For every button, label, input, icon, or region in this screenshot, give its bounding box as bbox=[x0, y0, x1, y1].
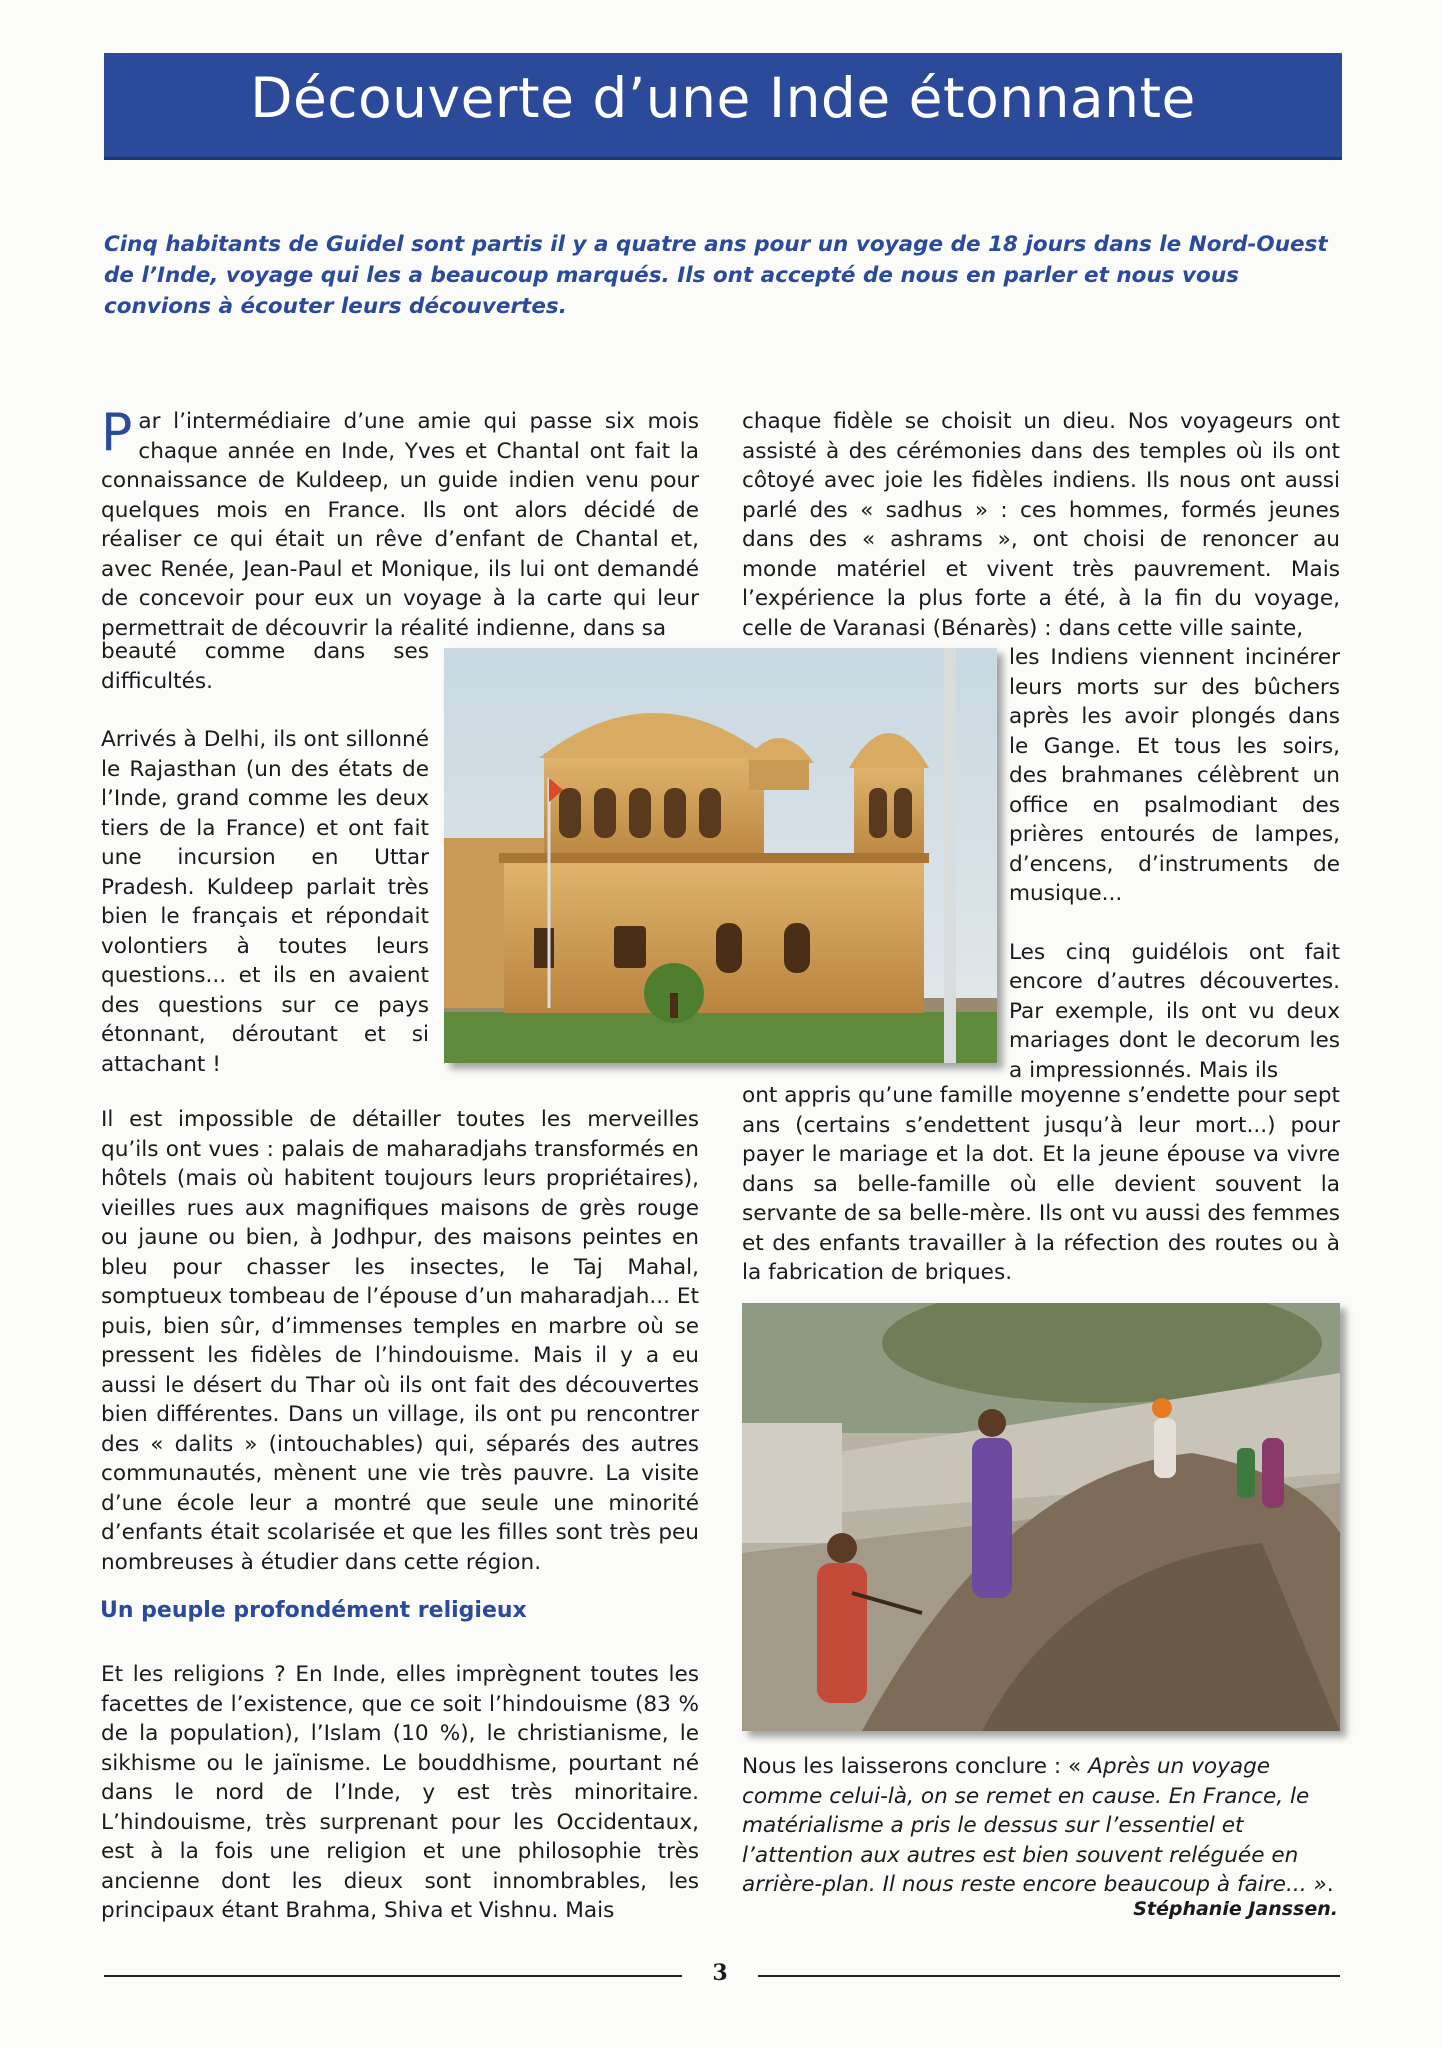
ceremonies-paragraph: chaque fidèle se choisit un dieu. Nos voyageurs ont assisté à des cérémonies dans des temples où ils ont côtoyé avec joie les fidèles indiens. Ils nous ont aussi parlé des « sadhus » : ces hommes, formés jeunes dans des « ashrams », ont choisi de renoncer au monde matériel et vivent très pauvrement. Mais l’expérience la plus forte a été, à la fin du voyage, celle de Varanasi (Bénarès) : dans cette ville sainte, bbox=[742, 409, 1340, 641]
left-column-bottom bbox=[101, 1105, 699, 1577]
right-column-bottom bbox=[742, 1081, 1340, 1288]
temple-photo bbox=[444, 648, 997, 1063]
article-lede: Cinq habitants de Guidel sont partis il y a quatre ans pour un voyage de 18 jours dans le Nord-Ouest de l’Inde, voyage qui les a beaucoup marqués. Ils ont accepté de nous en parler et nous vous convions à écouter leurs découvertes. bbox=[104, 232, 1328, 319]
right-column-narrow bbox=[1009, 643, 1340, 1085]
varanasi-paragraph: les Indiens viennent incinérer leurs morts sur des bûchers après les avoir plongés dans le Gange. Et tous les soirs, des brahmanes célèbrent un office en psalmodiant des prières entourés de lampes, d’encens, d’instruments de musique... bbox=[1009, 645, 1340, 906]
page-number: 3 bbox=[712, 1960, 728, 1986]
article-title: Découverte d’une Inde étonnante bbox=[250, 66, 1196, 130]
temple-illustration bbox=[444, 648, 997, 1063]
conclusion-paragraph: Nous les laisserons conclure : « Après un voyage comme celui-là, on se remet en cause. En France, le matérialisme a pris le dessus sur l’essentiel et l’attention aux autres est bien souvent reléguée en arrière-plan. Il nous reste encore beaucoup à faire... ». bbox=[742, 1754, 1334, 1897]
left-column-narrow bbox=[101, 637, 429, 1079]
footer-rule-left bbox=[104, 1975, 682, 1977]
left-column-top bbox=[101, 403, 699, 643]
arrival-paragraph: Arrivés à Delhi, ils ont sillonné le Rajasthan (un des états de l’Inde, grand comme les deux tiers de la France) et ont fait une incursion en Uttar Pradesh. Kuldeep parlait très bien le français et répondait volontiers à toutes leurs questions... et ils en avaient des questions sur ce pays étonnant, déroutant et si attachant ! bbox=[101, 727, 429, 1077]
author-signature: Stéphanie Janssen. bbox=[1133, 1898, 1338, 1920]
title-banner bbox=[104, 53, 1342, 160]
intro-paragraph: Par l’intermédiaire d’une amie qui passe six mois chaque année en Inde, Yves et Chantal ont fait la connaissance de Kuldeep, un guide indien venu pour quelques mois en France. Ils ont alors décidé de réaliser ce qui était un rêve d’enfant de Chantal et, avec Renée, Jean-Paul et Monique, ils lui ont demandé de concevoir pour eux un voyage à la carte qui leur permettrait de découvrir la réalité indienne, dans sa bbox=[101, 403, 699, 641]
road-workers-photo bbox=[742, 1303, 1340, 1731]
religion-paragraph: Et les religions ? En Inde, elles imprègnent toutes les facettes de l’existence, que ce soit l’hindouisme (83 % de la population), l’Islam (10 %), le christianisme, le sikhisme ou le jaïnisme. Le bouddhisme, pourtant né dans le nord de l’Inde, y est très minoritaire. L’hindouisme, très surprenant pour les Occidentaux, est à la fois une religion et une philosophie très ancienne dont les dieux sont innombrables, les principaux étant Brahma, Shiva et Vishnu. Mais bbox=[101, 1662, 699, 1923]
left-column-religion bbox=[101, 1660, 699, 1926]
right-column-top bbox=[742, 407, 1340, 643]
intro-paragraph-end: beauté comme dans ses difficultés. bbox=[101, 639, 429, 694]
conclusion-quote: Après un voyage comme celui-là, on se remet en cause. En France, le matérialisme a pris le dessus sur l’essentiel et l’attention aux autres est bien souvent reléguée en arrière-plan. Il nous reste encore beaucoup à faire... » bbox=[742, 1754, 1327, 1897]
debt-paragraph: ont appris qu’une famille moyenne s’endette pour sept ans (certains s’endettent jusqu’à leur mort...) pour payer le mariage et la dot. Et la jeune épouse va vivre dans sa belle-famille où elle devient souvent la servante de sa belle-mère. Ils ont vu aussi des femmes et des enfants travailler à la réfection des routes ou à la fabrication de briques. bbox=[742, 1083, 1340, 1285]
conclusion bbox=[742, 1752, 1340, 1900]
drop-cap: P bbox=[101, 403, 133, 463]
footer-rule-right bbox=[758, 1975, 1340, 1977]
wonders-paragraph: Il est impossible de détailler toutes les merveilles qu’ils ont vues : palais de maharadjahs transformés en hôtels (mais où habitent toujours leurs propriétaires), vieilles rues aux magnifiques maisons de grès rouge ou jaune ou bien, à Jodhpur, des maisons peintes en bleu pour chasser les insectes, le Taj Mahal, somptueux tombeau de l’épouse d’un maharadjah... Et puis, bien sûr, d’immenses temples en marbre où se pressent les fidèles de l’hindouisme. Mais il y a eu aussi le désert du Thar où ils ont fait des découvertes bien différentes. Dans un village, ils ont pu rencontrer des « dalits » (intouchables) qui, séparés des autres communautés, mènent une vie très pauvre. La visite d’une école leur a montré que seule une minorité d’enfants était scolarisée et que les filles sont très peu nombreuses à étudier dans cette région. bbox=[101, 1107, 699, 1575]
section-heading: Un peuple profondément religieux bbox=[100, 1598, 527, 1623]
weddings-paragraph: Les cinq guidélois ont fait encore d’autres découvertes. Par exemple, ils ont vu deux mariages dont le decorum les a impressionnés. Mais ils bbox=[1009, 939, 1340, 1083]
road-workers-illustration bbox=[742, 1303, 1340, 1731]
